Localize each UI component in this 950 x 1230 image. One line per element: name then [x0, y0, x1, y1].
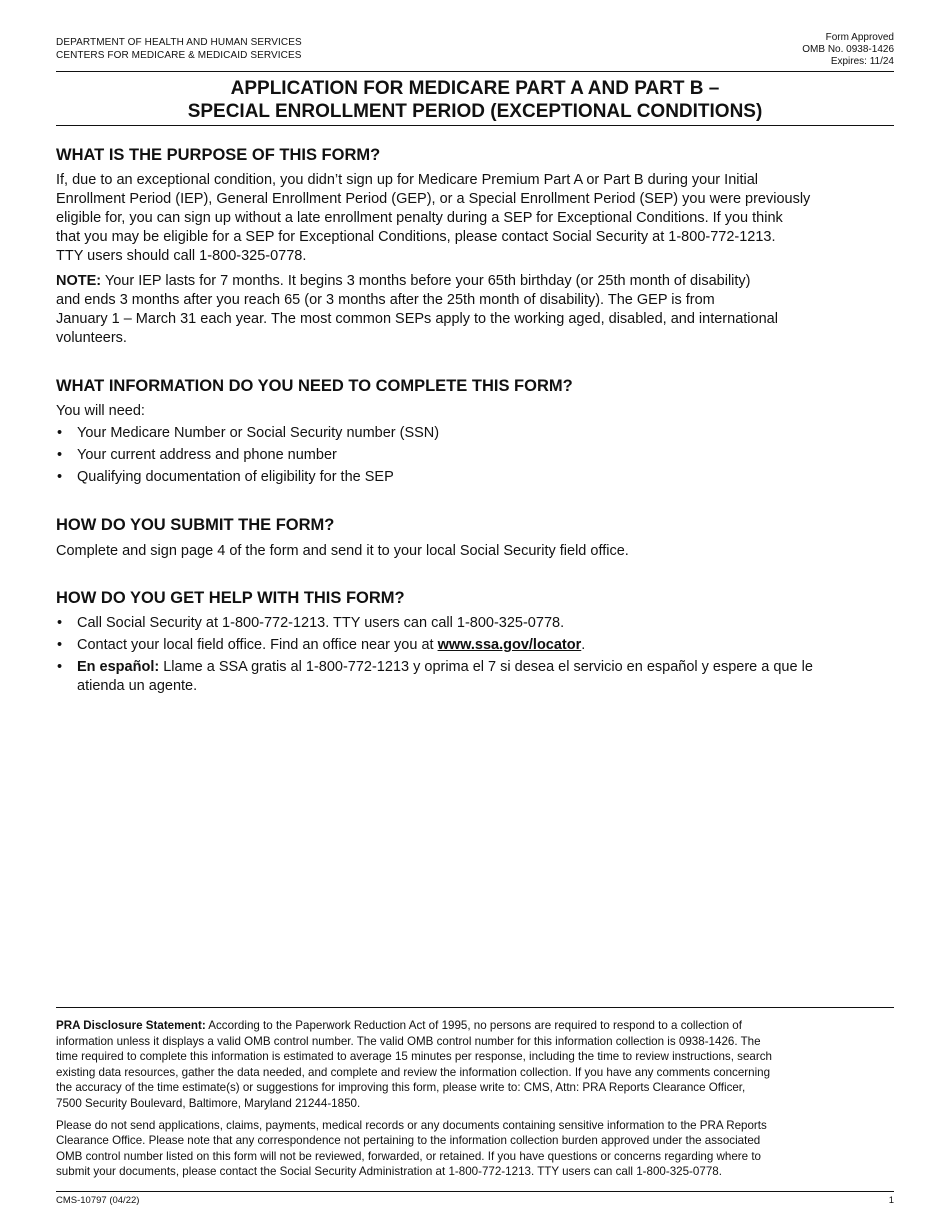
list-item-text: Your current address and phone number [77, 447, 337, 463]
info-list [56, 424, 894, 487]
info-heading: WHAT INFORMATION DO YOU NEED TO COMPLETE THIS FORM? [56, 377, 573, 395]
omb-block [802, 32, 894, 68]
pra-disclosure [56, 1018, 894, 1186]
purpose-line: TTY users should call 1-800-325-0778. [56, 248, 307, 264]
header-divider [56, 71, 894, 72]
list-item-text: Call Social Security at 1-800-772-1213. TTY users can call 1-800-325-0778. [77, 615, 565, 631]
list-item [56, 636, 894, 655]
list-item-text: Your Medicare Number or Social Security number (SSN) [77, 425, 440, 441]
instructions [56, 144, 894, 699]
list-item [56, 658, 894, 696]
spanish-label: En español: [77, 659, 160, 675]
title-line-2: SPECIAL ENROLLMENT PERIOD (EXCEPTIONAL CONDITIONS) [187, 101, 763, 122]
pra-line: the accuracy of the time estimate(s) or suggestions for improving this form, please write to: CMS, Attn: PRA Reports Clearance Officer, [56, 1081, 746, 1095]
omb-number: OMB No. 0938-1426 [802, 44, 894, 55]
purpose-paragraph [56, 171, 894, 266]
list-item-text: atienda un agente. [77, 678, 198, 694]
note-line: volunteers. [56, 330, 127, 346]
bullet: • [57, 659, 63, 675]
purpose-line: Enrollment Period (IEP), General Enrollment Period (GEP), or a Special Enrollment Period (SEP) you were previously [56, 191, 811, 207]
note-label: NOTE: [56, 273, 102, 289]
bullet: • [57, 469, 63, 485]
pra-line: According to the Paperwork Reduction Act of 1995, no persons are required to respond to a collection of [208, 1019, 742, 1032]
footer-divider [56, 1191, 894, 1192]
ssa-locator-link[interactable]: www.ssa.gov/locator [437, 637, 582, 653]
bullet: • [57, 637, 63, 653]
form-id: CMS-10797 (04/22) [56, 1195, 140, 1206]
purpose-line: eligible for, you can sign up without a late enrollment penalty during a SEP for Exceptional Conditions. If you think [56, 210, 783, 226]
list-item-text: Llame a SSA gratis al 1-800-772-1213 y oprima el 7 si desea el servicio en español y espere a que le [163, 659, 813, 675]
bullet: • [57, 447, 63, 463]
pra-line: 7500 Security Boulevard, Baltimore, Maryland 21244-1850. [56, 1096, 361, 1110]
pra-paragraph-1 [56, 1018, 894, 1112]
note-line: Your IEP lasts for 7 months. It begins 3 months before your 65th birthday (or 25th month of disability) [104, 273, 751, 289]
pra-line: time required to complete this information is estimated to average 15 minutes per response, including the time to review instructions, search [56, 1050, 772, 1064]
pra-line: Clearance Office. Please note that any correspondence not pertaining to the information collection burden approved under the associated [56, 1134, 761, 1148]
note-paragraph [56, 272, 894, 348]
form-page [56, 0, 894, 1230]
agency-line-1: DEPARTMENT OF HEALTH AND HUMAN SERVICES [56, 37, 302, 48]
help-heading: HOW DO YOU GET HELP WITH THIS FORM? [56, 589, 405, 607]
pra-line: OMB control number listed on this form will not be reviewed, forwarded, or retained. If you have questions or concerns regarding where to [56, 1149, 761, 1163]
pra-line: information unless it displays a valid OMB control number. The valid OMB control number for this information collection is 0938-1426. The [56, 1034, 761, 1048]
help-list [56, 614, 894, 696]
pra-paragraph-2 [56, 1118, 894, 1180]
submit-text: Complete and sign page 4 of the form and send it to your local Social Security field office. [56, 543, 629, 559]
expiration-date: Expires: 11/24 [830, 56, 894, 67]
agency-line-2: CENTERS FOR MEDICARE & MEDICAID SERVICES [56, 50, 302, 61]
purpose-line: that you may be eligible for a SEP for Exceptional Conditions, please contact Social Security at 1-800-772-1213. [56, 229, 776, 245]
pra-divider [56, 1007, 894, 1008]
list-item [56, 424, 894, 443]
list-item-text: Qualifying documentation of eligibility for the SEP [77, 469, 394, 485]
submit-heading: HOW DO YOU SUBMIT THE FORM? [56, 516, 335, 534]
form-title [56, 77, 894, 123]
list-item-text: Contact your local field office. Find an office near you at [77, 637, 438, 653]
title-line-1: APPLICATION FOR MEDICARE PART A AND PART B – [230, 78, 720, 99]
list-item [56, 614, 894, 633]
note-line: and ends 3 months after you reach 65 (or 3 months after the 25th month of disability). The GEP is from [56, 292, 715, 308]
pra-line: Please do not send applications, claims, payments, medical records or any documents containing sensitive information to the PRA Reports [56, 1118, 767, 1132]
pra-line: existing data resources, gather the data needed, and complete and review the information collection. If you have any comments concerning [56, 1065, 771, 1079]
title-divider [56, 125, 894, 126]
form-approved: Form Approved [825, 32, 894, 43]
agency-header [56, 36, 302, 62]
purpose-heading: WHAT IS THE PURPOSE OF THIS FORM? [56, 146, 381, 164]
page-number: 1 [888, 1195, 894, 1206]
pra-line: submit your documents, please contact the Social Security Administration at 1-800-772-1213. TTY users can call 1-800-325-0778. [56, 1165, 722, 1179]
info-intro: You will need: [56, 403, 145, 419]
list-item [56, 446, 894, 465]
note-line: January 1 – March 31 each year. The most common SEPs apply to the working aged, disabled, and international [56, 311, 778, 327]
list-item-text: . [581, 637, 586, 653]
bullet: • [57, 425, 63, 441]
purpose-line: If, due to an exceptional condition, you didn’t sign up for Medicare Premium Part A or Part B during your Initial [56, 172, 759, 188]
list-item [56, 468, 894, 487]
pra-label: PRA Disclosure Statement: [56, 1019, 206, 1032]
bullet: • [57, 615, 63, 631]
